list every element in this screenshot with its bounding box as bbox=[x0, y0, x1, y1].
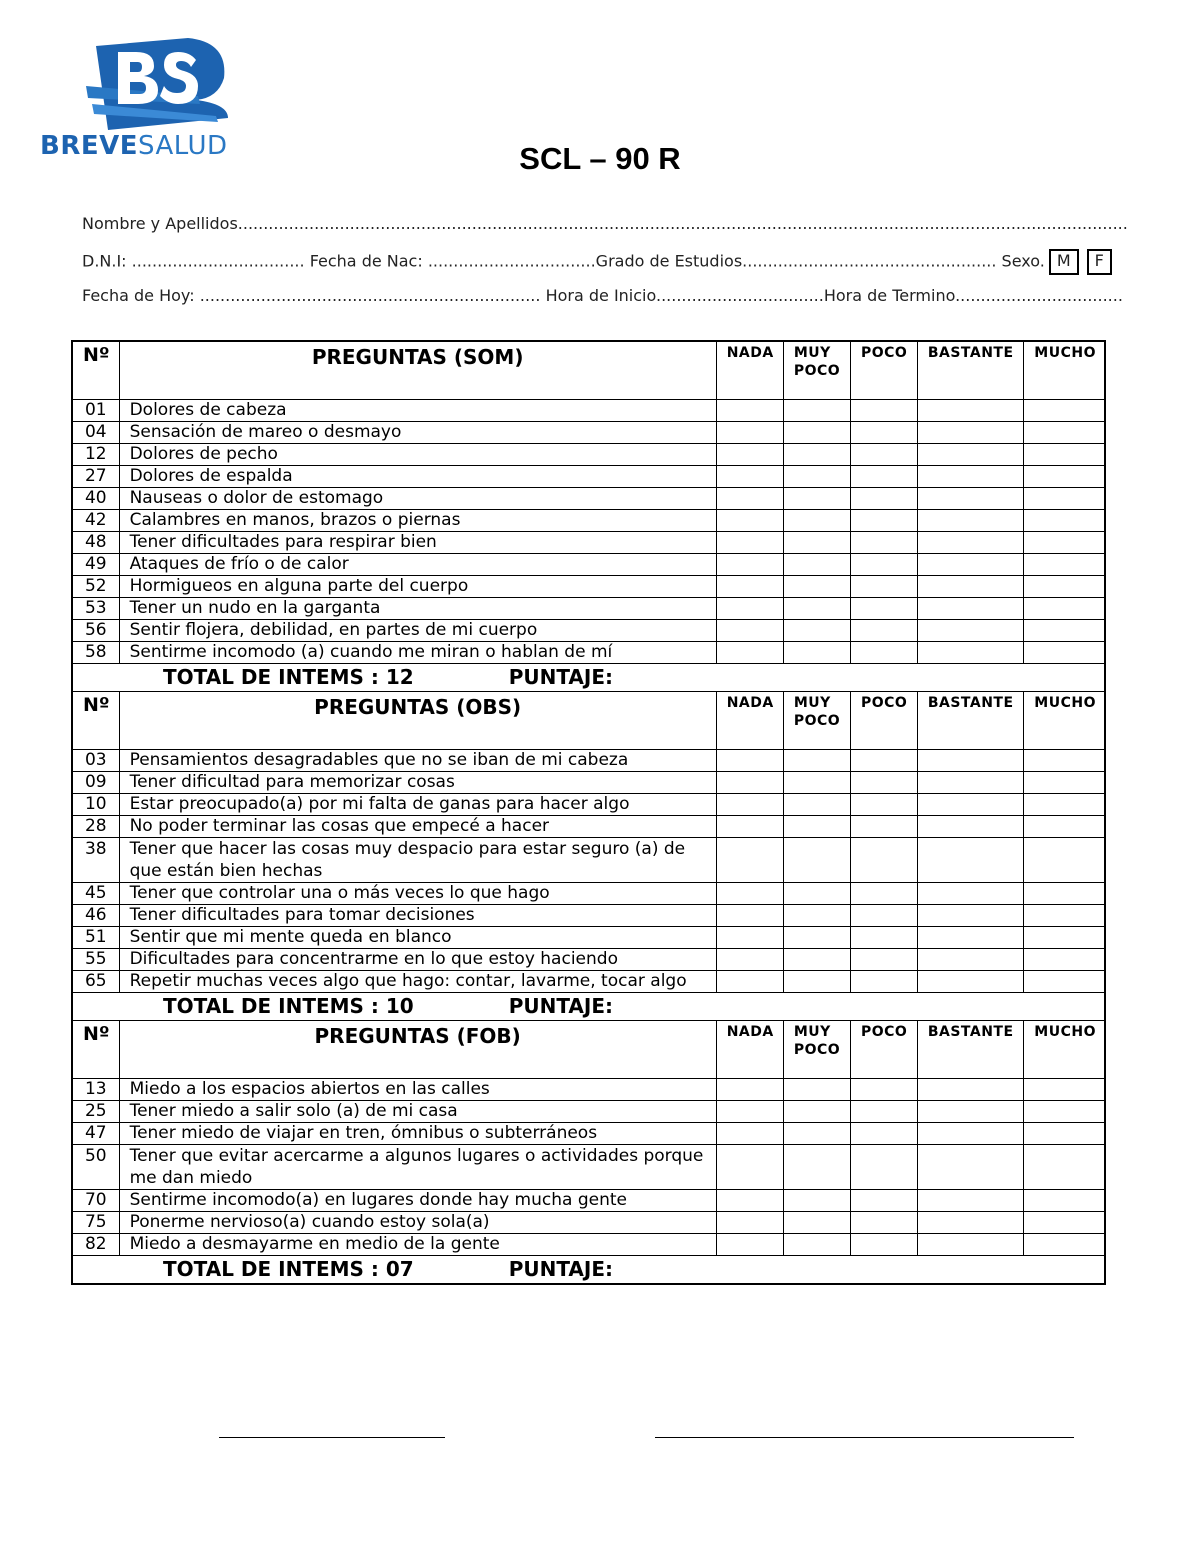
answer-mucho-cell[interactable] bbox=[1024, 488, 1105, 510]
answer-muy-poco-cell[interactable] bbox=[783, 466, 850, 488]
answer-bastante-cell[interactable] bbox=[918, 576, 1024, 598]
question-number: 13 bbox=[72, 1079, 119, 1101]
question-row bbox=[72, 422, 1105, 444]
section-header-row bbox=[72, 1021, 1105, 1079]
col-nada-header: NADA bbox=[716, 1021, 783, 1079]
question-row bbox=[72, 400, 1105, 422]
answer-poco-cell[interactable] bbox=[850, 444, 917, 466]
answer-poco-cell[interactable] bbox=[850, 750, 917, 772]
answer-mucho-cell[interactable] bbox=[1024, 642, 1105, 664]
answer-mucho-cell[interactable] bbox=[1024, 400, 1105, 422]
answer-nada-cell[interactable] bbox=[716, 510, 783, 532]
answer-nada-cell[interactable] bbox=[716, 620, 783, 642]
total-items-label: TOTAL DE INTEMS : 10 bbox=[163, 994, 414, 1018]
answer-poco-cell[interactable] bbox=[850, 772, 917, 794]
field-fecha-hoy-line: Fecha de Hoy: ................................................................... Hora de Inicio.................................Hora de Termino................................. bbox=[82, 286, 1123, 305]
answer-nada-cell[interactable] bbox=[716, 750, 783, 772]
answer-bastante-cell[interactable] bbox=[918, 883, 1024, 905]
section-title: PREGUNTAS (OBS) bbox=[119, 692, 716, 750]
question-number: 09 bbox=[72, 772, 119, 794]
question-number: 12 bbox=[72, 444, 119, 466]
question-row bbox=[72, 1145, 1105, 1190]
field-hora-termino-label: Hora de Termino bbox=[823, 286, 956, 305]
answer-bastante-cell[interactable] bbox=[918, 1079, 1024, 1101]
answer-muy-poco-cell[interactable] bbox=[783, 576, 850, 598]
answer-poco-cell[interactable] bbox=[850, 1079, 917, 1101]
field-nombre-line: Nombre y Apellidos............................................................................................................................................................................... bbox=[82, 214, 1128, 233]
question-number: 50 bbox=[72, 1145, 119, 1190]
answer-nada-cell[interactable] bbox=[716, 576, 783, 598]
answer-mucho-cell[interactable] bbox=[1024, 750, 1105, 772]
field-grado-label: Grado de Estudios bbox=[595, 251, 743, 271]
answer-nada-cell[interactable] bbox=[716, 532, 783, 554]
question-number: 27 bbox=[72, 466, 119, 488]
total-items-label: TOTAL DE INTEMS : 07 bbox=[163, 1257, 414, 1281]
col-num-header: Nº bbox=[72, 341, 119, 400]
answer-bastante-cell[interactable] bbox=[918, 466, 1024, 488]
col-num-header: Nº bbox=[72, 1021, 119, 1079]
answer-poco-cell[interactable] bbox=[850, 422, 917, 444]
answer-bastante-cell[interactable] bbox=[918, 971, 1024, 993]
bs-logo-icon bbox=[78, 38, 238, 130]
answer-muy-poco-cell[interactable] bbox=[783, 620, 850, 642]
question-row bbox=[72, 750, 1105, 772]
question-text: No poder terminar las cosas que empecé a hacer bbox=[119, 816, 716, 838]
question-number: 47 bbox=[72, 1123, 119, 1145]
question-number: 58 bbox=[72, 642, 119, 664]
question-number: 56 bbox=[72, 620, 119, 642]
question-row bbox=[72, 772, 1105, 794]
answer-bastante-cell[interactable] bbox=[918, 1234, 1024, 1256]
answer-mucho-cell[interactable] bbox=[1024, 905, 1105, 927]
section-total-row bbox=[72, 1256, 1105, 1285]
answer-muy-poco-cell[interactable] bbox=[783, 1123, 850, 1145]
question-number: 10 bbox=[72, 794, 119, 816]
brand-word-light: SALUD bbox=[137, 131, 228, 161]
questionnaire-table bbox=[71, 340, 1106, 1285]
answer-poco-cell[interactable] bbox=[850, 488, 917, 510]
question-text: Tener que hacer las cosas muy despacio para estar seguro (a) de que están bien hechas bbox=[119, 838, 716, 883]
answer-poco-cell[interactable] bbox=[850, 971, 917, 993]
answer-poco-cell[interactable] bbox=[850, 794, 917, 816]
answer-poco-cell[interactable] bbox=[850, 466, 917, 488]
answer-poco-cell[interactable] bbox=[850, 1145, 917, 1190]
question-number: 70 bbox=[72, 1190, 119, 1212]
question-text: Tener que controlar una o más veces lo que hago bbox=[119, 883, 716, 905]
question-text: Tener dificultades para respirar bien bbox=[119, 532, 716, 554]
page-title: SCL – 90 R bbox=[519, 141, 681, 176]
answer-bastante-cell[interactable] bbox=[918, 949, 1024, 971]
answer-muy-poco-cell[interactable] bbox=[783, 444, 850, 466]
question-text: Ponerme nervioso(a) cuando estoy sola(a) bbox=[119, 1212, 716, 1234]
col-nada-header: NADA bbox=[716, 692, 783, 750]
question-text: Tener miedo de viajar en tren, ómnibus o subterráneos bbox=[119, 1123, 716, 1145]
answer-nada-cell[interactable] bbox=[716, 949, 783, 971]
answer-muy-poco-cell[interactable] bbox=[783, 598, 850, 620]
answer-nada-cell[interactable] bbox=[716, 1101, 783, 1123]
col-muy-poco-header: MUY POCO bbox=[783, 341, 850, 400]
question-number: 03 bbox=[72, 750, 119, 772]
col-bastante-header: BASTANTE bbox=[918, 1021, 1024, 1079]
section-total-row bbox=[72, 993, 1105, 1021]
answer-mucho-cell[interactable] bbox=[1024, 772, 1105, 794]
answer-muy-poco-cell[interactable] bbox=[783, 838, 850, 883]
answer-bastante-cell[interactable] bbox=[918, 598, 1024, 620]
answer-mucho-cell[interactable] bbox=[1024, 971, 1105, 993]
answer-bastante-cell[interactable] bbox=[918, 927, 1024, 949]
answer-poco-cell[interactable] bbox=[850, 883, 917, 905]
section-title: PREGUNTAS (FOB) bbox=[119, 1021, 716, 1079]
question-text: Tener un nudo en la garganta bbox=[119, 598, 716, 620]
question-row bbox=[72, 576, 1105, 598]
col-mucho-header: MUCHO bbox=[1024, 1021, 1105, 1079]
question-number: 01 bbox=[72, 400, 119, 422]
answer-bastante-cell[interactable] bbox=[918, 642, 1024, 664]
section-total-cell bbox=[72, 1256, 1105, 1285]
sexo-m-checkbox[interactable]: M bbox=[1049, 249, 1079, 275]
answer-mucho-cell[interactable] bbox=[1024, 1190, 1105, 1212]
answer-nada-cell[interactable] bbox=[716, 971, 783, 993]
answer-nada-cell[interactable] bbox=[716, 772, 783, 794]
question-number: 42 bbox=[72, 510, 119, 532]
answer-bastante-cell[interactable] bbox=[918, 532, 1024, 554]
answer-bastante-cell[interactable] bbox=[918, 816, 1024, 838]
answer-muy-poco-cell[interactable] bbox=[783, 794, 850, 816]
answer-nada-cell[interactable] bbox=[716, 642, 783, 664]
answer-muy-poco-cell[interactable] bbox=[783, 422, 850, 444]
answer-nada-cell[interactable] bbox=[716, 1123, 783, 1145]
question-text: Dolores de pecho bbox=[119, 444, 716, 466]
answer-poco-cell[interactable] bbox=[850, 1190, 917, 1212]
section-title: PREGUNTAS (SOM) bbox=[119, 341, 716, 400]
question-row bbox=[72, 444, 1105, 466]
question-number: 25 bbox=[72, 1101, 119, 1123]
question-row bbox=[72, 488, 1105, 510]
answer-poco-cell[interactable] bbox=[850, 642, 917, 664]
question-number: 75 bbox=[72, 1212, 119, 1234]
col-bastante-header: BASTANTE bbox=[918, 692, 1024, 750]
field-hora-inicio-label: Hora de Inicio bbox=[545, 286, 656, 305]
question-row bbox=[72, 1101, 1105, 1123]
answer-muy-poco-cell[interactable] bbox=[783, 488, 850, 510]
field-dni-label: D.N.I: bbox=[82, 251, 127, 271]
question-number: 49 bbox=[72, 554, 119, 576]
answer-bastante-cell[interactable] bbox=[918, 838, 1024, 883]
answer-poco-cell[interactable] bbox=[850, 816, 917, 838]
question-text: Dificultades para concentrarme en lo que estoy haciendo bbox=[119, 949, 716, 971]
question-text: Sensación de mareo o desmayo bbox=[119, 422, 716, 444]
answer-nada-cell[interactable] bbox=[716, 488, 783, 510]
answer-muy-poco-cell[interactable] bbox=[783, 1101, 850, 1123]
answer-poco-cell[interactable] bbox=[850, 905, 917, 927]
signature-line-right bbox=[655, 1437, 1074, 1438]
question-text: Sentirme incomodo (a) cuando me miran o hablan de mí bbox=[119, 642, 716, 664]
col-poco-header: POCO bbox=[850, 1021, 917, 1079]
answer-mucho-cell[interactable] bbox=[1024, 510, 1105, 532]
answer-poco-cell[interactable] bbox=[850, 510, 917, 532]
answer-mucho-cell[interactable] bbox=[1024, 1234, 1105, 1256]
question-row bbox=[72, 620, 1105, 642]
question-row bbox=[72, 1190, 1105, 1212]
answer-muy-poco-cell[interactable] bbox=[783, 1190, 850, 1212]
field-fecha-nac-label: Fecha de Nac: bbox=[309, 251, 423, 271]
answer-poco-cell[interactable] bbox=[850, 1101, 917, 1123]
answer-mucho-cell[interactable] bbox=[1024, 1123, 1105, 1145]
question-row bbox=[72, 554, 1105, 576]
question-text: Calambres en manos, brazos o piernas bbox=[119, 510, 716, 532]
question-text: Tener dificultades para tomar decisiones bbox=[119, 905, 716, 927]
answer-nada-cell[interactable] bbox=[716, 444, 783, 466]
answer-bastante-cell[interactable] bbox=[918, 1101, 1024, 1123]
question-number: 82 bbox=[72, 1234, 119, 1256]
question-number: 51 bbox=[72, 927, 119, 949]
answer-nada-cell[interactable] bbox=[716, 422, 783, 444]
answer-poco-cell[interactable] bbox=[850, 927, 917, 949]
question-row bbox=[72, 838, 1105, 883]
answer-muy-poco-cell[interactable] bbox=[783, 1212, 850, 1234]
answer-mucho-cell[interactable] bbox=[1024, 1212, 1105, 1234]
answer-mucho-cell[interactable] bbox=[1024, 466, 1105, 488]
question-text: Estar preocupado(a) por mi falta de ganas para hacer algo bbox=[119, 794, 716, 816]
question-text: Miedo a los espacios abiertos en las calles bbox=[119, 1079, 716, 1101]
answer-nada-cell[interactable] bbox=[716, 1234, 783, 1256]
question-number: 48 bbox=[72, 532, 119, 554]
answer-muy-poco-cell[interactable] bbox=[783, 642, 850, 664]
signature-line-left bbox=[219, 1437, 445, 1438]
question-text: Miedo a desmayarme en medio de la gente bbox=[119, 1234, 716, 1256]
answer-poco-cell[interactable] bbox=[850, 949, 917, 971]
question-number: 28 bbox=[72, 816, 119, 838]
answer-nada-cell[interactable] bbox=[716, 400, 783, 422]
answer-poco-cell[interactable] bbox=[850, 554, 917, 576]
answer-mucho-cell[interactable] bbox=[1024, 927, 1105, 949]
question-row bbox=[72, 466, 1105, 488]
answer-muy-poco-cell[interactable] bbox=[783, 1234, 850, 1256]
answer-bastante-cell[interactable] bbox=[918, 620, 1024, 642]
answer-nada-cell[interactable] bbox=[716, 554, 783, 576]
answer-mucho-cell[interactable] bbox=[1024, 816, 1105, 838]
answer-bastante-cell[interactable] bbox=[918, 422, 1024, 444]
section-header-row bbox=[72, 341, 1105, 400]
answer-nada-cell[interactable] bbox=[716, 1079, 783, 1101]
col-poco-header: POCO bbox=[850, 692, 917, 750]
answer-poco-cell[interactable] bbox=[850, 838, 917, 883]
col-bastante-header: BASTANTE bbox=[918, 341, 1024, 400]
answer-muy-poco-cell[interactable] bbox=[783, 927, 850, 949]
answer-muy-poco-cell[interactable] bbox=[783, 949, 850, 971]
answer-nada-cell[interactable] bbox=[716, 883, 783, 905]
answer-bastante-cell[interactable] bbox=[918, 772, 1024, 794]
question-row bbox=[72, 949, 1105, 971]
answer-mucho-cell[interactable] bbox=[1024, 532, 1105, 554]
field-fecha-hoy-label: Fecha de Hoy: bbox=[82, 286, 195, 305]
answer-nada-cell[interactable] bbox=[716, 838, 783, 883]
question-row bbox=[72, 510, 1105, 532]
question-row bbox=[72, 883, 1105, 905]
question-row bbox=[72, 1123, 1105, 1145]
answer-bastante-cell[interactable] bbox=[918, 794, 1024, 816]
question-number: 53 bbox=[72, 598, 119, 620]
answer-nada-cell[interactable] bbox=[716, 466, 783, 488]
question-text: Hormigueos en alguna parte del cuerpo bbox=[119, 576, 716, 598]
answer-muy-poco-cell[interactable] bbox=[783, 905, 850, 927]
puntaje-label: PUNTAJE: bbox=[508, 1257, 614, 1281]
answer-mucho-cell[interactable] bbox=[1024, 1101, 1105, 1123]
question-text: Repetir muchas veces algo que hago: contar, lavarme, tocar algo bbox=[119, 971, 716, 993]
answer-bastante-cell[interactable] bbox=[918, 444, 1024, 466]
answer-mucho-cell[interactable] bbox=[1024, 620, 1105, 642]
question-number: 65 bbox=[72, 971, 119, 993]
answer-bastante-cell[interactable] bbox=[918, 905, 1024, 927]
answer-poco-cell[interactable] bbox=[850, 620, 917, 642]
answer-nada-cell[interactable] bbox=[716, 1190, 783, 1212]
answer-mucho-cell[interactable] bbox=[1024, 794, 1105, 816]
answer-mucho-cell[interactable] bbox=[1024, 598, 1105, 620]
answer-nada-cell[interactable] bbox=[716, 927, 783, 949]
question-text: Pensamientos desagradables que no se iban de mi cabeza bbox=[119, 750, 716, 772]
answer-muy-poco-cell[interactable] bbox=[783, 816, 850, 838]
question-text: Tener miedo a salir solo (a) de mi casa bbox=[119, 1101, 716, 1123]
question-row bbox=[72, 816, 1105, 838]
answer-muy-poco-cell[interactable] bbox=[783, 750, 850, 772]
question-text: Sentir que mi mente queda en blanco bbox=[119, 927, 716, 949]
answer-mucho-cell[interactable] bbox=[1024, 422, 1105, 444]
answer-mucho-cell[interactable] bbox=[1024, 838, 1105, 883]
question-row bbox=[72, 598, 1105, 620]
question-text: Tener dificultad para memorizar cosas bbox=[119, 772, 716, 794]
answer-bastante-cell[interactable] bbox=[918, 1145, 1024, 1190]
answer-muy-poco-cell[interactable] bbox=[783, 971, 850, 993]
col-muy-poco-header: MUY POCO bbox=[783, 1021, 850, 1079]
answer-muy-poco-cell[interactable] bbox=[783, 1079, 850, 1101]
question-row bbox=[72, 971, 1105, 993]
question-row bbox=[72, 794, 1105, 816]
question-text: Tener que evitar acercarme a algunos lugares o actividades porque me dan miedo bbox=[119, 1145, 716, 1190]
answer-mucho-cell[interactable] bbox=[1024, 444, 1105, 466]
col-poco-header: POCO bbox=[850, 341, 917, 400]
answer-nada-cell[interactable] bbox=[716, 1145, 783, 1190]
question-number: 55 bbox=[72, 949, 119, 971]
question-number: 40 bbox=[72, 488, 119, 510]
answer-muy-poco-cell[interactable] bbox=[783, 883, 850, 905]
question-text: Dolores de espalda bbox=[119, 466, 716, 488]
question-row bbox=[72, 642, 1105, 664]
section-total-row bbox=[72, 664, 1105, 692]
col-mucho-header: MUCHO bbox=[1024, 692, 1105, 750]
answer-mucho-cell[interactable] bbox=[1024, 554, 1105, 576]
answer-mucho-cell[interactable] bbox=[1024, 1145, 1105, 1190]
answer-nada-cell[interactable] bbox=[716, 598, 783, 620]
section-total-cell bbox=[72, 993, 1105, 1021]
answer-poco-cell[interactable] bbox=[850, 1212, 917, 1234]
answer-bastante-cell[interactable] bbox=[918, 554, 1024, 576]
sexo-f-checkbox[interactable]: F bbox=[1087, 249, 1112, 275]
total-items-label: TOTAL DE INTEMS : 12 bbox=[163, 665, 414, 689]
answer-mucho-cell[interactable] bbox=[1024, 576, 1105, 598]
answer-poco-cell[interactable] bbox=[850, 1123, 917, 1145]
answer-muy-poco-cell[interactable] bbox=[783, 554, 850, 576]
answer-bastante-cell[interactable] bbox=[918, 510, 1024, 532]
question-number: 46 bbox=[72, 905, 119, 927]
answer-muy-poco-cell[interactable] bbox=[783, 510, 850, 532]
question-number: 52 bbox=[72, 576, 119, 598]
question-text: Ataques de frío o de calor bbox=[119, 554, 716, 576]
answer-bastante-cell[interactable] bbox=[918, 488, 1024, 510]
answer-poco-cell[interactable] bbox=[850, 576, 917, 598]
answer-poco-cell[interactable] bbox=[850, 1234, 917, 1256]
puntaje-label: PUNTAJE: bbox=[508, 994, 614, 1018]
answer-poco-cell[interactable] bbox=[850, 532, 917, 554]
answer-bastante-cell[interactable] bbox=[918, 1123, 1024, 1145]
question-row bbox=[72, 532, 1105, 554]
col-num-header: Nº bbox=[72, 692, 119, 750]
question-row bbox=[72, 1234, 1105, 1256]
answer-nada-cell[interactable] bbox=[716, 905, 783, 927]
question-text: Sentirme incomodo(a) en lugares donde hay mucha gente bbox=[119, 1190, 716, 1212]
answer-nada-cell[interactable] bbox=[716, 816, 783, 838]
answer-nada-cell[interactable] bbox=[716, 1212, 783, 1234]
answer-bastante-cell[interactable] bbox=[918, 750, 1024, 772]
col-nada-header: NADA bbox=[716, 341, 783, 400]
field-sexo-label: Sexo. bbox=[1001, 251, 1045, 271]
question-row bbox=[72, 927, 1105, 949]
question-number: 45 bbox=[72, 883, 119, 905]
question-text: Dolores de cabeza bbox=[119, 400, 716, 422]
answer-nada-cell[interactable] bbox=[716, 794, 783, 816]
answer-bastante-cell[interactable] bbox=[918, 400, 1024, 422]
col-muy-poco-header: MUY POCO bbox=[783, 692, 850, 750]
question-row bbox=[72, 1079, 1105, 1101]
field-dni-line: D.N.I: .................................. Fecha de Nac: .................................Grado de Estudios.................................................. Sexo. M F bbox=[82, 249, 1112, 275]
answer-poco-cell[interactable] bbox=[850, 598, 917, 620]
section-header-row bbox=[72, 692, 1105, 750]
answer-muy-poco-cell[interactable] bbox=[783, 1145, 850, 1190]
col-mucho-header: MUCHO bbox=[1024, 341, 1105, 400]
question-text: Sentir flojera, debilidad, en partes de mi cuerpo bbox=[119, 620, 716, 642]
question-number: 04 bbox=[72, 422, 119, 444]
puntaje-label: PUNTAJE: bbox=[508, 665, 614, 689]
answer-muy-poco-cell[interactable] bbox=[783, 400, 850, 422]
answer-mucho-cell[interactable] bbox=[1024, 883, 1105, 905]
question-row bbox=[72, 905, 1105, 927]
answer-mucho-cell[interactable] bbox=[1024, 949, 1105, 971]
answer-mucho-cell[interactable] bbox=[1024, 1079, 1105, 1101]
answer-bastante-cell[interactable] bbox=[918, 1190, 1024, 1212]
answer-muy-poco-cell[interactable] bbox=[783, 532, 850, 554]
brand-word-bold: BREVE bbox=[40, 131, 138, 161]
question-text: Nauseas o dolor de estomago bbox=[119, 488, 716, 510]
answer-bastante-cell[interactable] bbox=[918, 1212, 1024, 1234]
question-number: 38 bbox=[72, 838, 119, 883]
section-total-cell bbox=[72, 664, 1105, 692]
question-row bbox=[72, 1212, 1105, 1234]
answer-muy-poco-cell[interactable] bbox=[783, 772, 850, 794]
answer-poco-cell[interactable] bbox=[850, 400, 917, 422]
field-nombre-label: Nombre y Apellidos bbox=[82, 214, 238, 233]
